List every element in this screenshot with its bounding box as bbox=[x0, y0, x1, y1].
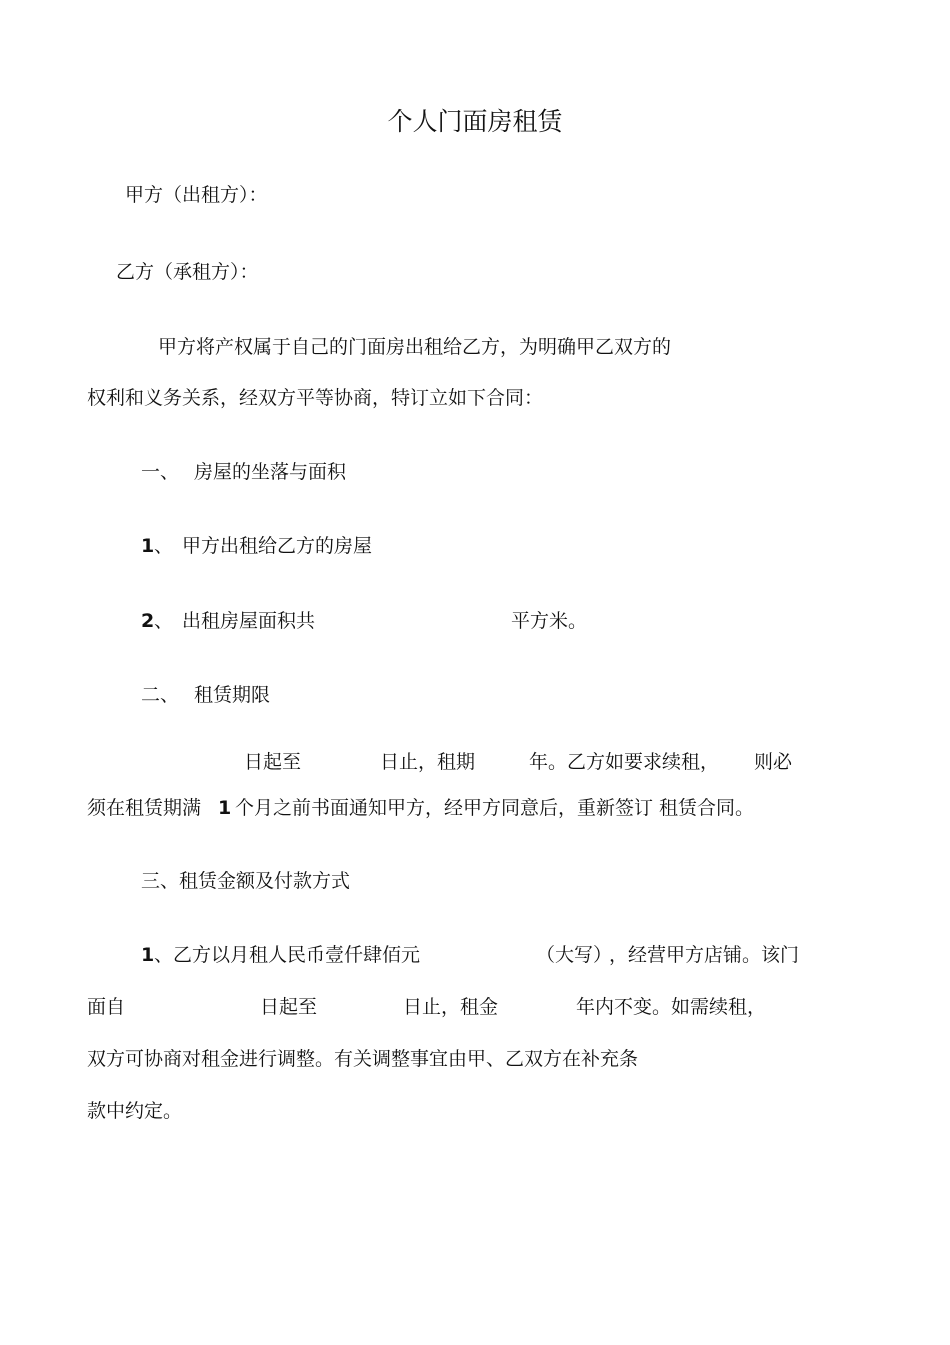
section-3-item-1-text-b: （大写） bbox=[536, 944, 613, 966]
document-title: 个人门面房租赁 bbox=[387, 107, 563, 136]
section-3-item-1-text-c: ，经营甲方店铺。该门 bbox=[609, 944, 800, 966]
section-3-line-4: 款中约定。 bbox=[87, 1100, 183, 1122]
section-1-item-2-separator: 、 bbox=[154, 610, 174, 632]
section-3-line-2-d: 年内不变。如需续租， bbox=[576, 996, 767, 1018]
section-3-item-1-number: 1 bbox=[141, 944, 155, 966]
section-2-line-2-number: 1 bbox=[218, 797, 232, 819]
intro-line-2: 权利和义务关系，经双方平等协商，特订立如下合同： bbox=[87, 387, 544, 409]
section-2-line-2-b: 个月之前书面通知甲方，经甲方同意后，重新签订 租赁合同。 bbox=[235, 797, 755, 819]
section-1-item-1-number: 1 bbox=[141, 535, 155, 557]
intro-line-1: 甲方将产权属于自己的门面房出租给乙方，为明确甲乙双方的 bbox=[158, 336, 672, 358]
section-2-text-b: 日止，租期 bbox=[380, 751, 476, 773]
section-1-item-2-text-a: 出租房屋面积共 bbox=[182, 610, 316, 632]
section-3-line-2-a: 面自 bbox=[87, 996, 126, 1018]
section-1-item-1-text: 甲方出租给乙方的房屋 bbox=[182, 535, 373, 557]
party-b-label: 乙方（承租方）： bbox=[116, 261, 259, 283]
section-2-text-d: 则必 bbox=[754, 751, 793, 773]
section-3-item-1-text-a: 、乙方以月租人民币壹仟肆佰元 bbox=[154, 944, 421, 966]
party-a-label: 甲方（出租方）： bbox=[125, 184, 268, 206]
section-1-item-2-text-b: 平方米。 bbox=[511, 610, 588, 632]
section-1-item-2-number: 2 bbox=[141, 610, 155, 632]
section-1-number: 一、 bbox=[141, 461, 180, 483]
section-3-line-3: 双方可协商对租金进行调整。有关调整事宜由甲、乙双方在补充条 bbox=[87, 1048, 639, 1070]
section-1-item-1-separator: 、 bbox=[154, 535, 174, 557]
section-1-heading: 房屋的坐落与面积 bbox=[194, 461, 347, 483]
section-2-number: 二、 bbox=[141, 684, 180, 706]
section-2-text-a: 日起至 bbox=[244, 751, 302, 773]
section-2-text-c: 年。乙方如要求续租， bbox=[529, 751, 720, 773]
section-3-heading: 三、租赁金额及付款方式 bbox=[141, 870, 351, 892]
section-2-line-2-a: 须在租赁期满 bbox=[87, 797, 202, 819]
section-3-line-2-b: 日起至 bbox=[260, 996, 318, 1018]
section-3-line-2-c: 日止，租金 bbox=[403, 996, 499, 1018]
section-2-heading: 租赁期限 bbox=[194, 684, 271, 706]
